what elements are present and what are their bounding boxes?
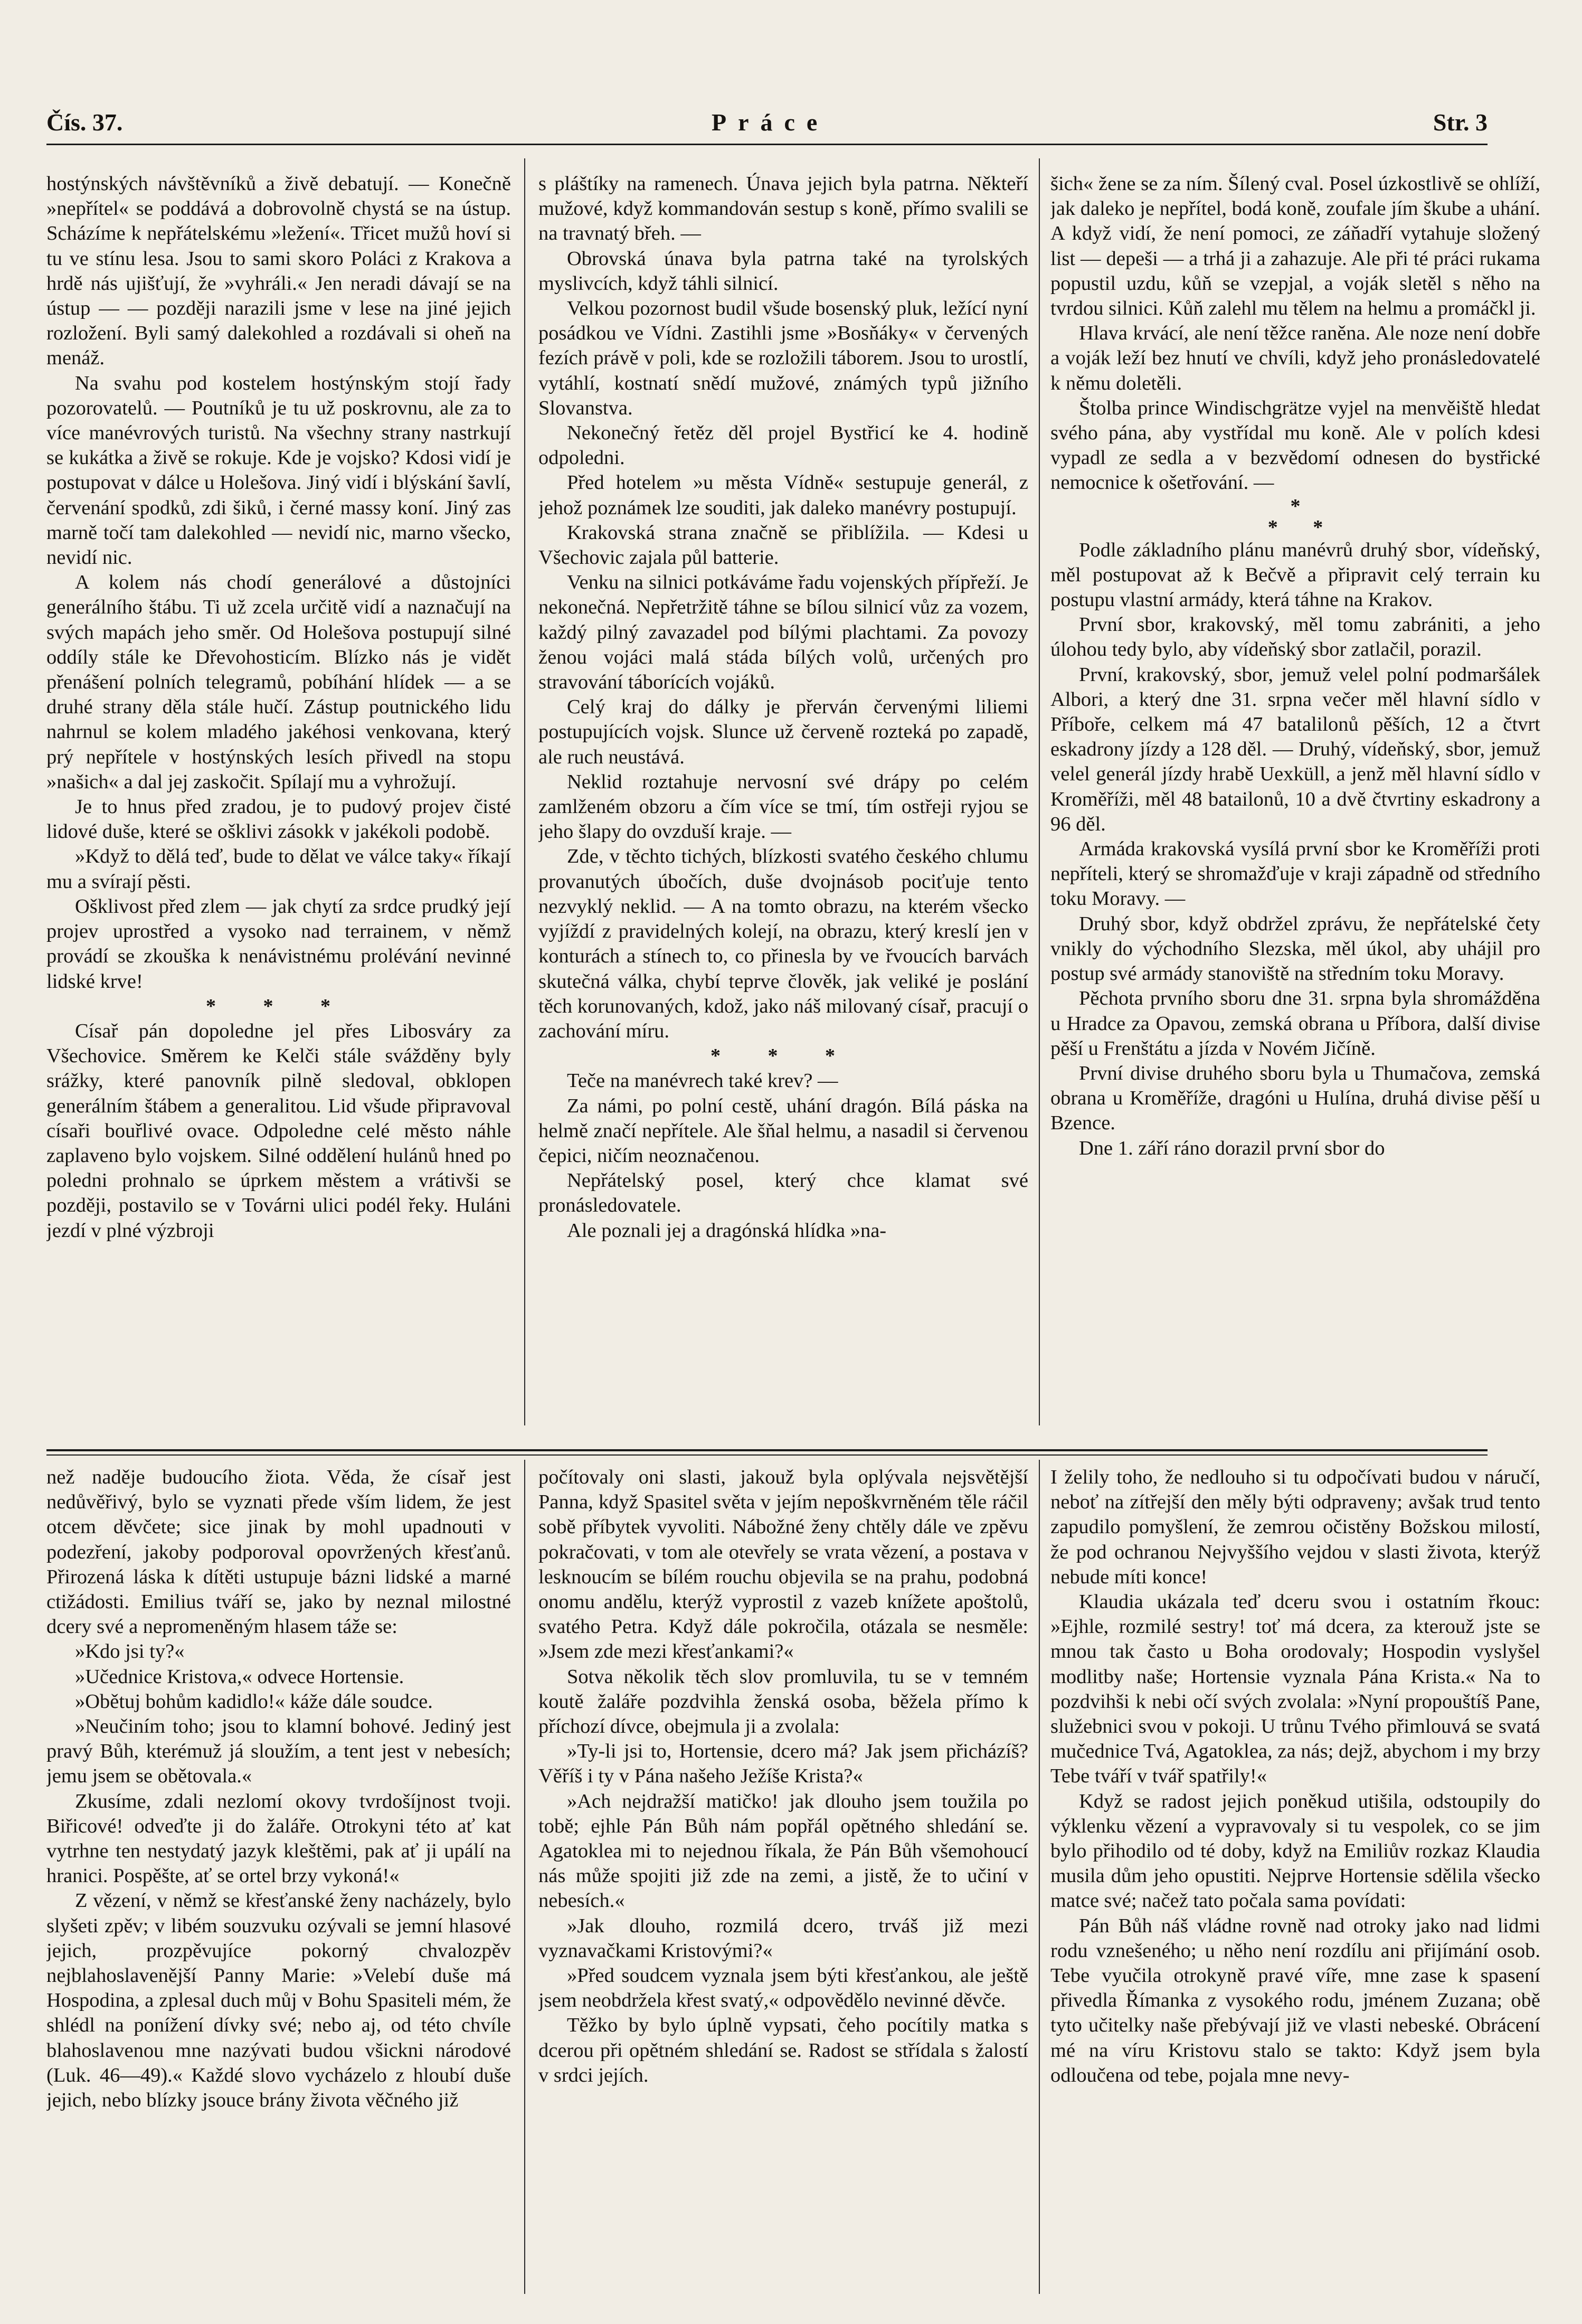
paragraph: Celý kraj do dálky je přerván červenými liliemi postupujících vojsk. Slunce už červeně rozteká po zapadě, ale ruch neustává. <box>538 696 1028 768</box>
section-separator: * * * <box>1267 495 1323 539</box>
paragraph: Neklid roztahuje nervosní své drápy po celém zamlženém obzoru a čím více se tmí, tím ostřeji ryjou se jeho šlapy do ovzduší kraje. — <box>538 770 1028 843</box>
paragraph: počítovaly oni slasti, jakouž byla oplývala nejsvětější Panna, když Spasitel světa v jejím nepoškvrněném těle ráčil sobě příbytek vyvoliti. Nábožné ženy chtěly dále ve zpěvu pokračovati, v tom ale otevřely se vrata vězení, a postava v lesknoucím se bílém rouchu objevila se na prahu, podobná onomu andělu, kterýž vyprostil z vazeb knížete apoštolů, svatého Petra. Když dále pokročila, otázala se nesměle: »Jsem zde mezi křesťankami?« <box>538 1466 1028 1663</box>
paragraph: První sbor, krakovský, měl tomu zabrániti, a jeho úlohou tedy bylo, aby vídeňský sbor zatlačil, porazil. <box>1050 613 1540 661</box>
paragraph: Nepřátelský posel, který chce klamat své pronásledovatele. <box>538 1169 1028 1217</box>
paragraph: I želily toho, že nedlouho si tu odpočívati budou v náručí, neboť na zítřejší den měly býti odpraveny; avšak trud tento zapudilo pomyšlení, že zemrou očistěny Božskou milostí, že pod ochranou Nejvyššího vejdou v slasti života, kterýž nebude míti konce! <box>1050 1466 1540 1588</box>
paragraph: Dne 1. září ráno dorazil první sbor do <box>1079 1137 1385 1159</box>
paragraph: Teče na manévrech také krev? — <box>567 1070 838 1092</box>
story-column-1 <box>46 1465 511 2289</box>
paragraph: Druhý sbor, když obdržel zprávu, že nepřátelské čety vnikly do východního Slezska, měl úkol, aby uhájil pro postup své armády stanoviště na středním toku Moravy. <box>1050 912 1540 985</box>
section-separator: * * * <box>206 995 352 1017</box>
paragraph: Velkou pozornost budil všude bosenský pluk, ležící nyní posádkou ve Vídni. Zastihli jsme »Bosňáky« v červených fezích právě v poli, kde se rozložili táborem. Jsou to urostlí, vytáhlí, kostnatí snědí mužové, známých typů jižního Slovanstva. <box>538 297 1028 419</box>
paragraph: Štolba prince Windischgrätze vyjel na menvěiště hledat svého pána, aby vystřídal mu koně. Ale v polích kdesi vypadl ze sedla a v bezvědomí odnesen do bystřické nemocnice k ošetřování. — <box>1050 396 1540 494</box>
paragraph: Venku na silnici potkáváme řadu vojenských přípřeží. Je nekonečná. Nepřetržitě táhne se bílou silnicí vůz za vozem, každý pilný zavazadel pod bílými plachtami. Za povozy ženou vojáci malá stáda bílých volů, určených pro stravování táborících vojáků. <box>538 571 1028 694</box>
paragraph: Když se radost jejich poněkud utišila, odstoupily do výklenku vězení a vypravovaly si tu vespolek, co se jim bylo přihodilo od té doby, když na Emiliův rozkaz Klaudia musila dům jeho opustiti. Nejprve Hortensie sdělila všecko matce své; načež tato počala sama povídati: <box>1050 1790 1540 1912</box>
paragraph: než naděje budoucího žiota. Věda, že císař jest nedůvěřivý, bylo se vyznati přede vším lidem, že jest otcem děvčete; sice jinak by mohl upadnouti v podezření, jakoby podporoval opovržených křesťanů. Přirozená láska k dítěti ustupuje bázni lidské a marné ctižádosti. Emilius tváří se, jako by neznal milostné dcery své a nepromeněným hlasem táže se: <box>46 1466 511 1638</box>
paragraph: Hlava krvácí, ale není těžce raněna. Ale noze není dobře a voják leží bez hnutí ve chvíli, když jeho pronásledovatelé k němu doletěli. <box>1050 322 1540 394</box>
paragraph: První divise druhého sboru byla u Thumačova, zemská obrana u Kroměříže, dragóni u Hulína, druhá divise pěší u Bzence. <box>1050 1062 1540 1135</box>
paragraph: »Když to dělá teď, bude to dělat ve válce taky« říkají mu a svírají pěsti. <box>46 845 511 893</box>
paragraph: »Jak dlouho, rozmilá dcero, trváš již mezi vyznavačkami Kristovými?« <box>538 1914 1028 1962</box>
page-number: Str. 3 <box>1433 109 1488 136</box>
paragraph: »Neučiním toho; jsou to klamní bohové. Jediný jest pravý Bůh, kterémuž já sloužím, a tent jest v nebesích; jemu jsem se obětovala.« <box>46 1715 511 1788</box>
paragraph: »Ty-li jsi to, Hortensie, dcero má? Jak jsem přicházíš? Věříš i ty v Pána našeho Ježíše Krista?« <box>538 1740 1028 1788</box>
paragraph: A kolem nás chodí generálové a důstojníci generálního štábu. Ti už zcela určitě vidí a naznačují na svých mapách jeho směr. Od Holešova postupují silné oddíly stále ke Dřevohosticím. Blízko nás je vidět přenášení polních telegramů, pobíhání hlídek — a se druhé strany děla stále hučí. Zástup poutnického lidu nahrnul se kolem mladého jakéhosi venkovana, který prý nepřítele v hostýnských lesích přivedl na stopu »našich« a dal jej zaskočit. Spílají mu a vyhrožují. <box>46 571 511 793</box>
section-rule <box>46 1449 1488 1451</box>
paragraph: Pěchota prvního sboru dne 31. srpna byla shromážděna u Hradce za Opavou, zemská obrana u Příbora, další divise pěší u Frenštátu a jízda v Novém Jičíně. <box>1050 987 1540 1060</box>
paragraph: šich« žene se za ním. Šílený cval. Posel úzkostlivě se ohlíží, jak daleko je nepřítel, bodá koně, zoufale jím škube a uhání. A když vidí, že není pomoci, ze záňadří vytahuje složený list — depeši — a trhá ji a zahazuje. Ale při té práci rukama popustil uzdu, kůň se vzepjal, a voják sletěl s něho na tvrdou silnici. Kůň zalehl mu tělem na helmu a promáčkl ji. <box>1050 173 1540 320</box>
paragraph: Ošklivost před zlem — jak chytí za srdce prudký její projev uprostřed a vysoko nad terrainem, v němž provádí se zkouška k nenávistnému prolévání nevinné lidské krve! <box>46 895 511 993</box>
column-rule <box>524 1460 525 2294</box>
paragraph: hostýnských návštěvníků a živě debatují. — Konečně »nepřítel« se poddává a dobrovolně chystá se na ústup. Scházíme k nepřátelskému »ležení«. Třicet mužů hoví si tu ve stínu lesa. Jsou to sami skoro Poláci z Krakova a hrdě nás ujišťují, že »vyhráli.« Jen neradi dávají se na ústup — — později narazili jsme v lese na jiné jejich rozložení. Byli samý dalekohled a rozdávali si oheň na menáž. <box>46 173 511 370</box>
paragraph: »Kdo jsi ty?« <box>75 1640 185 1663</box>
story-column-3 <box>1050 1465 1540 2289</box>
paragraph: Ale poznali jej a dragónská hlídka »na- <box>567 1219 887 1242</box>
paragraph: Klaudia ukázala teď dceru svou i ostatním řkouc: »Ejhle, rozmilé sestry! toť má dcera, za kterouž jste se mnou tak často u Boha orodovaly; Hospodin vyslyšel modlitby naše; Hortensie vyznala Pána Krista.« Na to pozdvihši k nebi očí svých zvolala: »Nyní propouštíš Pane, služebnici svou v pokoji. U trůnu Tvého přimlouvá se svatá mučednice Tvá, Agatoklea, za nás; dejž, abychom i my brzy Tebe tváří v tvář spatřily!« <box>1050 1591 1540 1788</box>
header-rule <box>46 144 1488 145</box>
paragraph: »Ach nejdražší matičko! jak dlouho jsem toužila po tobě; ejhle Pán Bůh nám popřál opětného shledání se. Agatoklea mi to nejednou říkala, že Pán Bůh všemohoucí nás může spojiti již zde na zemi, a jistě, že to učiní v nebesích.« <box>538 1790 1028 1912</box>
paragraph: s pláštíky na ramenech. Únava jejich byla patrna. Někteří mužové, když kommandován sestup s koně, přímo svalili se na travnatý břeh. — <box>538 173 1028 245</box>
paragraph: Císař pán dopoledne jel přes Libosváry za Všechovice. Směrem ke Kelči stále svážděny byly srážky, které panovník pilně sledoval, obklopen generálním štábem a generalitou. Lid všude připravoval císaři bouřlivé ovace. Odpoledne celé město náhle zaplaveno bylo vojskem. Silné oddělení hulánů hned po poledni prohnalo se úprkem městem a vrátivši se později, postavilo se v Továrni ulici podél řeky. Huláni jezdí v plné výzbroji <box>46 1019 511 1242</box>
column-rule <box>1039 158 1040 1425</box>
paragraph: Nekonečný řetěz děl projel Bystřicí ke 4. hodině odpoledni. <box>538 422 1028 469</box>
paragraph: »Obětuj bohům kadidlo!« káže dále soudce. <box>75 1690 433 1713</box>
issue-number: Čís. 37. <box>46 109 123 136</box>
paragraph: Z vězení, v němž se křesťanské ženy nacházely, bylo slyšeti zpěv; v libém souzvuku ozývali se jemní hlasové jejich, prozpěvujíce pokorný chvalozpěv nejblahoslavenější Panny Marie: »Velebí duše má Hospodina, a zplesal duch můj v Bohu Spasiteli mém, že shlédl na ponížení dívky své; nebo aj, od této chvíle blahoslavenou mne nazývati budou všickni národové (Luk. 46—49).« Každé slovo vycházelo z hloubí duše jejich, nebo blízky jsouce brány života věčného již <box>46 1890 511 2112</box>
paragraph: Zde, v těchto tichých, blízkosti svatého českého chlumu provanutých úbočích, duše dvojnásob pociťuje tento nezvyklý neklid. — A na tomto obrazu, na kterém všecko vyjíždí z pravidelných kolejí, na obrazu, který kreslí jen v konturách a stínech to, co přinesla by ve řvoucích barvách skutečná válka, chybí teprve člověk, jak veliké je poslání těch korunovaných, kdož, jako náš milovaný císař, pracují o zachování míru. <box>538 845 1028 1042</box>
paragraph: Pán Bůh náš vládne rovně nad otroky jako nad lidmi rodu vznešeného; u něho není rozdílu ani přijímání osob. Tebe vyučila otrokyně pravé víře, mne zase k spasení přivedla Římanka z vysokého rodu, jménem Zuzana; obě tyto učitelky naše přebývají již ve vlasti nebeské. Obrácení mé na víru Kristovu stalo se takto: Když jsem byla odloučena od tebe, pojala mne nevy- <box>1050 1914 1540 2086</box>
newspaper-title: Práce <box>712 109 829 136</box>
paragraph: Je to hnus před zradou, je to pudový projev čisté lidové duše, které se ošklivi zásokk v jakékoli podobě. <box>46 796 511 843</box>
article-column-2 <box>538 172 1028 1439</box>
column-rule <box>524 158 525 1425</box>
paragraph: »Před soudcem vyznala jsem býti křesťankou, ale ještě jsem neobdržela křest svatý,« odpovědělo nevinné děvče. <box>538 1964 1028 2012</box>
article-column-3 <box>1050 172 1540 1439</box>
paragraph: Na svahu pod kostelem hostýnským stojí řady pozorovatelů. — Poutníků je tu už poskrovnu, ale za to více manévrových turistů. Na všechny strany nastrkují se kukátka a živě se rokuje. Kde je vojsko? Kdosi vidí je postupovat v dálce u Holešova. Jiný vidí i blýskání šavlí, červenání spodků, zdi šiků, i černé massy koní. Jiný zas marně točí tam dalekohled — nevidí nic, marno všecko, nevidí nic. <box>46 372 511 569</box>
paragraph: První, krakovský, sbor, jemuž velel polní podmaršálek Albori, a který dne 31. srpna večer měl hlavní sídlo v Příboře, celkem má 47 batalilonů pěších, 12 a čtvrt eskadrony jízdy a 128 děl. — Druhý, vídeňský, sbor, jemuž velel generál jízdy hrabě Uexküll, a jenž měl hlavní sídlo v Kroměříži, měl 48 batailonů, 10 a dvě čtvrtiny eskadrony a 96 děl. <box>1050 663 1540 835</box>
story-column-2 <box>538 1465 1028 2289</box>
paragraph: Za námi, po polní cestě, uhání dragón. Bílá páska na helmě značí nepřítele. Ale šňal helmu, a nasadil si červenou čepici, ničím neoznačenou. <box>538 1094 1028 1167</box>
paragraph: Krakovská strana značně se přiblížila. — Kdesi u Všechovic zajala půl batterie. <box>538 521 1028 569</box>
article-column-1 <box>46 172 511 1439</box>
paragraph: »Učednice Kristova,« odvece Hortensie. <box>75 1665 404 1688</box>
paragraph: Zkusíme, zdali nezlomí okovy tvrdošíjnost tvoji. Biřicové! odveďte ji do žaláře. Otrokyni této ať kat vytrhne ten nestydatý jazyk kleštěmi, pak ať ji upálí na hranici. Pospěšte, ať se ortel brzy vykoná!« <box>46 1790 511 1887</box>
paragraph: Armáda krakovská vysílá první sbor ke Kroměříži proti nepříteli, který se shromažďuje v kraji západně od středního toku Moravy. — <box>1050 838 1540 910</box>
page-header <box>46 108 1488 148</box>
paragraph: Sotva několik těch slov promluvila, tu se v temném koutě žaláře pozdvihla ženská osoba, běžela přímo k příchozí dívce, obejmula ji a zvolala: <box>538 1665 1028 1738</box>
paragraph: Obrovská únava byla patrna také na tyrolských myslivcích, když táhli silnicí. <box>538 247 1028 295</box>
section-rule <box>46 1454 1488 1456</box>
paragraph: Podle základního plánu manévrů druhý sbor, vídeňský, měl postupovat až k Bečvě a připravit celý terrain ku postupu vlastní armády, která táhne na Krakov. <box>1050 539 1540 611</box>
paragraph: Těžko by bylo úplně vypsati, čeho pocítily matka s dcerou při opětném shledání se. Radost se střídala s žalostí v srdci jejích. <box>538 2014 1028 2086</box>
column-rule <box>1039 1460 1040 2294</box>
section-separator: * * * <box>711 1045 856 1067</box>
paragraph: Před hotelem »u města Vídně« sestupuje generál, z jehož poznámek lze souditi, jak daleko manévry postupují. <box>538 471 1028 519</box>
